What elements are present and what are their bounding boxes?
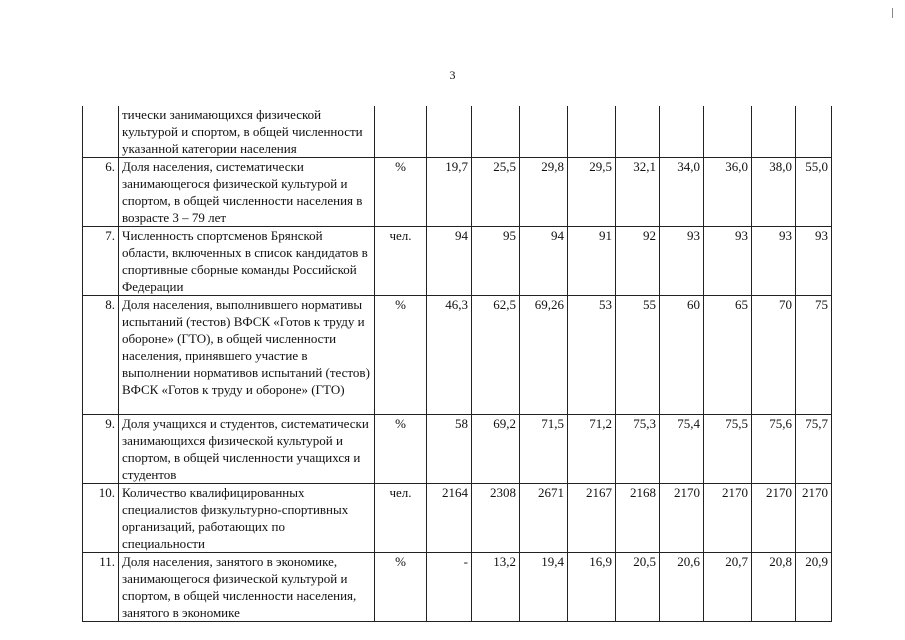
value-cell: 2170 (704, 484, 752, 553)
value-cell (616, 106, 660, 158)
page-number: 3 (449, 68, 456, 82)
value-cell: 71,2 (568, 415, 616, 484)
unit-cell: чел. (375, 484, 427, 553)
indicator-name: Доля населения, занятого в экономике, занимающегося физической культурой и спортом, в общей численности населения, занятого в экономике (119, 553, 375, 622)
value-cell: 2167 (568, 484, 616, 553)
unit-cell: % (375, 553, 427, 622)
table-row (83, 106, 832, 158)
value-cell: 75,7 (796, 415, 832, 484)
row-number: 11. (83, 553, 119, 622)
value-cell: 16,9 (568, 553, 616, 622)
value-cell: 2671 (520, 484, 568, 553)
value-cell: 71,5 (520, 415, 568, 484)
value-cell: 69,26 (520, 296, 568, 415)
value-cell: 55,0 (796, 158, 832, 227)
value-cell (520, 106, 568, 158)
value-cell: 93 (660, 227, 704, 296)
value-cell: 29,8 (520, 158, 568, 227)
value-cell: 75,3 (616, 415, 660, 484)
unit-cell: % (375, 296, 427, 415)
value-cell: 93 (704, 227, 752, 296)
indicator-name: Доля населения, систематически занимающегося физической культурой и спортом, в общей численности населения в возрасте 3 – 79 лет (119, 158, 375, 227)
row-number: 7. (83, 227, 119, 296)
table-row (83, 296, 832, 415)
value-cell (472, 106, 520, 158)
indicator-name: Количество квалифицированных специалистов физкультурно-спортивных организаций, работающих по специальности (119, 484, 375, 553)
value-cell (660, 106, 704, 158)
value-cell: 32,1 (616, 158, 660, 227)
value-cell: 20,7 (704, 553, 752, 622)
value-cell: 65 (704, 296, 752, 415)
value-cell: 91 (568, 227, 616, 296)
row-number: 8. (83, 296, 119, 415)
value-cell: 70 (752, 296, 796, 415)
value-cell: 29,5 (568, 158, 616, 227)
value-cell: 94 (520, 227, 568, 296)
value-cell (704, 106, 752, 158)
value-cell: 53 (568, 296, 616, 415)
indicator-name: тически занимающихся физической культурой и спортом, в общей численности указанной категории населения (119, 106, 375, 158)
row-number: 9. (83, 415, 119, 484)
row-number (83, 106, 119, 158)
value-cell: 25,5 (472, 158, 520, 227)
value-cell: 93 (752, 227, 796, 296)
value-cell: 34,0 (660, 158, 704, 227)
value-cell: 69,2 (472, 415, 520, 484)
value-cell: 2170 (660, 484, 704, 553)
value-cell: 36,0 (704, 158, 752, 227)
table-row (83, 484, 832, 553)
value-cell: 2170 (796, 484, 832, 553)
value-cell: 92 (616, 227, 660, 296)
value-cell: - (427, 553, 472, 622)
unit-cell: чел. (375, 227, 427, 296)
value-cell: 55 (616, 296, 660, 415)
value-cell (427, 106, 472, 158)
value-cell: 94 (427, 227, 472, 296)
value-cell: 20,9 (796, 553, 832, 622)
value-cell: 75 (796, 296, 832, 415)
value-cell: 95 (472, 227, 520, 296)
value-cell (752, 106, 796, 158)
value-cell: 2308 (472, 484, 520, 553)
row-number: 10. (83, 484, 119, 553)
unit-cell: % (375, 158, 427, 227)
value-cell: 2170 (752, 484, 796, 553)
table-row (83, 415, 832, 484)
value-cell: 60 (660, 296, 704, 415)
edge-mark (892, 8, 893, 18)
unit-cell (375, 106, 427, 158)
value-cell: 19,4 (520, 553, 568, 622)
table-row (83, 158, 832, 227)
value-cell: 20,8 (752, 553, 796, 622)
value-cell: 62,5 (472, 296, 520, 415)
value-cell: 75,6 (752, 415, 796, 484)
value-cell: 2168 (616, 484, 660, 553)
table-row (83, 227, 832, 296)
value-cell: 2164 (427, 484, 472, 553)
unit-cell: % (375, 415, 427, 484)
value-cell: 19,7 (427, 158, 472, 227)
value-cell (568, 106, 616, 158)
value-cell: 93 (796, 227, 832, 296)
indicators-table (82, 106, 832, 622)
indicator-name: Численность спортсменов Брянской области, включенных в список кандидатов в спортивные сборные команды Российской Федерации (119, 227, 375, 296)
value-cell (796, 106, 832, 158)
value-cell: 20,5 (616, 553, 660, 622)
table-body (83, 106, 832, 622)
value-cell: 13,2 (472, 553, 520, 622)
table-row (83, 553, 832, 622)
value-cell: 58 (427, 415, 472, 484)
value-cell: 46,3 (427, 296, 472, 415)
value-cell: 75,4 (660, 415, 704, 484)
value-cell: 38,0 (752, 158, 796, 227)
value-cell: 75,5 (704, 415, 752, 484)
indicator-name: Доля учащихся и студентов, систематически занимающихся физической культурой и спортом, в общей численности учащихся и студентов (119, 415, 375, 484)
indicator-name: Доля населения, выполнившего нормативы испытаний (тестов) ВФСК «Готов к труду и обороне» (ГТО), в общей численности населения, принявшего участие в выполнении нормативов испытаний (тестов) ВФСК «Готов к труду и обороне» (ГТО) (119, 296, 375, 415)
row-number: 6. (83, 158, 119, 227)
value-cell: 20,6 (660, 553, 704, 622)
